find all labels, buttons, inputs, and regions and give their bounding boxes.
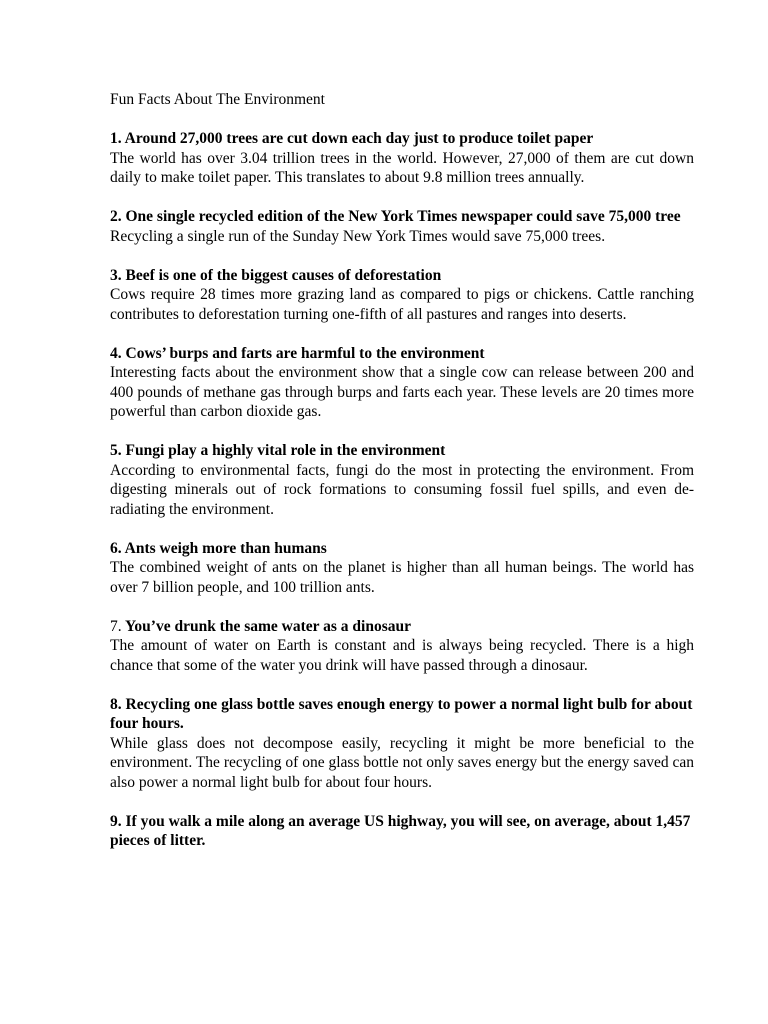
fact-number: 6. [110, 539, 122, 557]
fact-heading [110, 266, 694, 286]
fact-number: 4. [110, 344, 122, 362]
fact-body: Cows require 28 times more grazing land as compared to pigs or chickens. Cattle ranching contributes to deforestation turning one-fifth of all pastures and ranges into deserts. [110, 286, 694, 323]
document-page [110, 90, 694, 870]
fact-heading [110, 207, 694, 227]
document-title: Fun Facts About The Environment [110, 91, 325, 108]
fact-heading [110, 695, 694, 734]
fact-item [110, 812, 694, 851]
fact-heading-text: Around 27,000 trees are cut down each day just to produce toilet paper [124, 130, 594, 147]
fact-heading-text: Fungi play a highly vital role in the environment [125, 442, 446, 459]
fact-heading [110, 617, 694, 637]
fact-body: Interesting facts about the environment show that a single cow can release between 200 and 400 pounds of methane gas through burps and farts each year. These levels are 20 times more powerful than carbon dioxide gas. [110, 364, 694, 420]
fact-heading-text: Recycling one glass bottle saves enough energy to power a normal light bulb for about four hours. [110, 695, 693, 732]
fact-item [110, 695, 694, 793]
fact-item [110, 539, 694, 598]
fact-heading-text: If you walk a mile along an average US highway, you will see, on average, about 1,457 pieces of litter. [110, 812, 691, 849]
fact-body: Recycling a single run of the Sunday New York Times would save 75,000 trees. [110, 227, 606, 245]
fact-number: 7. [110, 617, 122, 635]
fact-number: 9. [110, 812, 122, 830]
fact-body: The amount of water on Earth is constant and is always being recycled. There is a high chance that some of the water you drink will have passed through a dinosaur. [110, 637, 694, 674]
fact-heading-text: You’ve drunk the same water as a dinosaur [124, 617, 411, 635]
fact-heading [110, 441, 694, 461]
fact-heading-text: One single recycled edition of the New York Times newspaper could save 75,000 tree [125, 208, 681, 225]
fact-body: The combined weight of ants on the planet is higher than all human beings. The world has over 7 billion people, and 100 trillion ants. [110, 559, 694, 596]
fact-body: While glass does not decompose easily, recycling it might be more beneficial to the environment. The recycling of one glass bottle not only saves energy but the energy saved can also power a normal light bulb for about four hours. [110, 734, 694, 791]
fact-heading [110, 129, 694, 149]
fact-number: 2. [110, 208, 122, 225]
fact-item [110, 441, 694, 519]
fact-item [110, 207, 694, 246]
fact-number: 1. [110, 130, 122, 147]
fact-number: 8. [110, 695, 122, 713]
fact-item [110, 344, 694, 422]
fact-item [110, 617, 694, 676]
fact-heading [110, 812, 694, 851]
fact-item [110, 129, 694, 188]
fact-number: 3. [110, 266, 122, 284]
fact-body: The world has over 3.04 trillion trees in the world. However, 27,000 of them are cut down daily to make toilet paper. This translates to about 9.8 million trees annually. [110, 149, 694, 186]
fact-heading-text: Cows’ burps and farts are harmful to the environment [125, 344, 485, 362]
fact-body: According to environmental facts, fungi do the most in protecting the environment. From digesting minerals out of rock formations to consuming fossil fuel spills, and even de-radiating the environment. [110, 461, 694, 518]
fact-heading [110, 539, 694, 559]
fact-heading-text: Beef is one of the biggest causes of deforestation [125, 266, 442, 284]
fact-item [110, 266, 694, 325]
fact-heading-text: Ants weigh more than humans [124, 539, 327, 557]
fact-number: 5. [110, 442, 122, 459]
fact-heading [110, 344, 694, 364]
